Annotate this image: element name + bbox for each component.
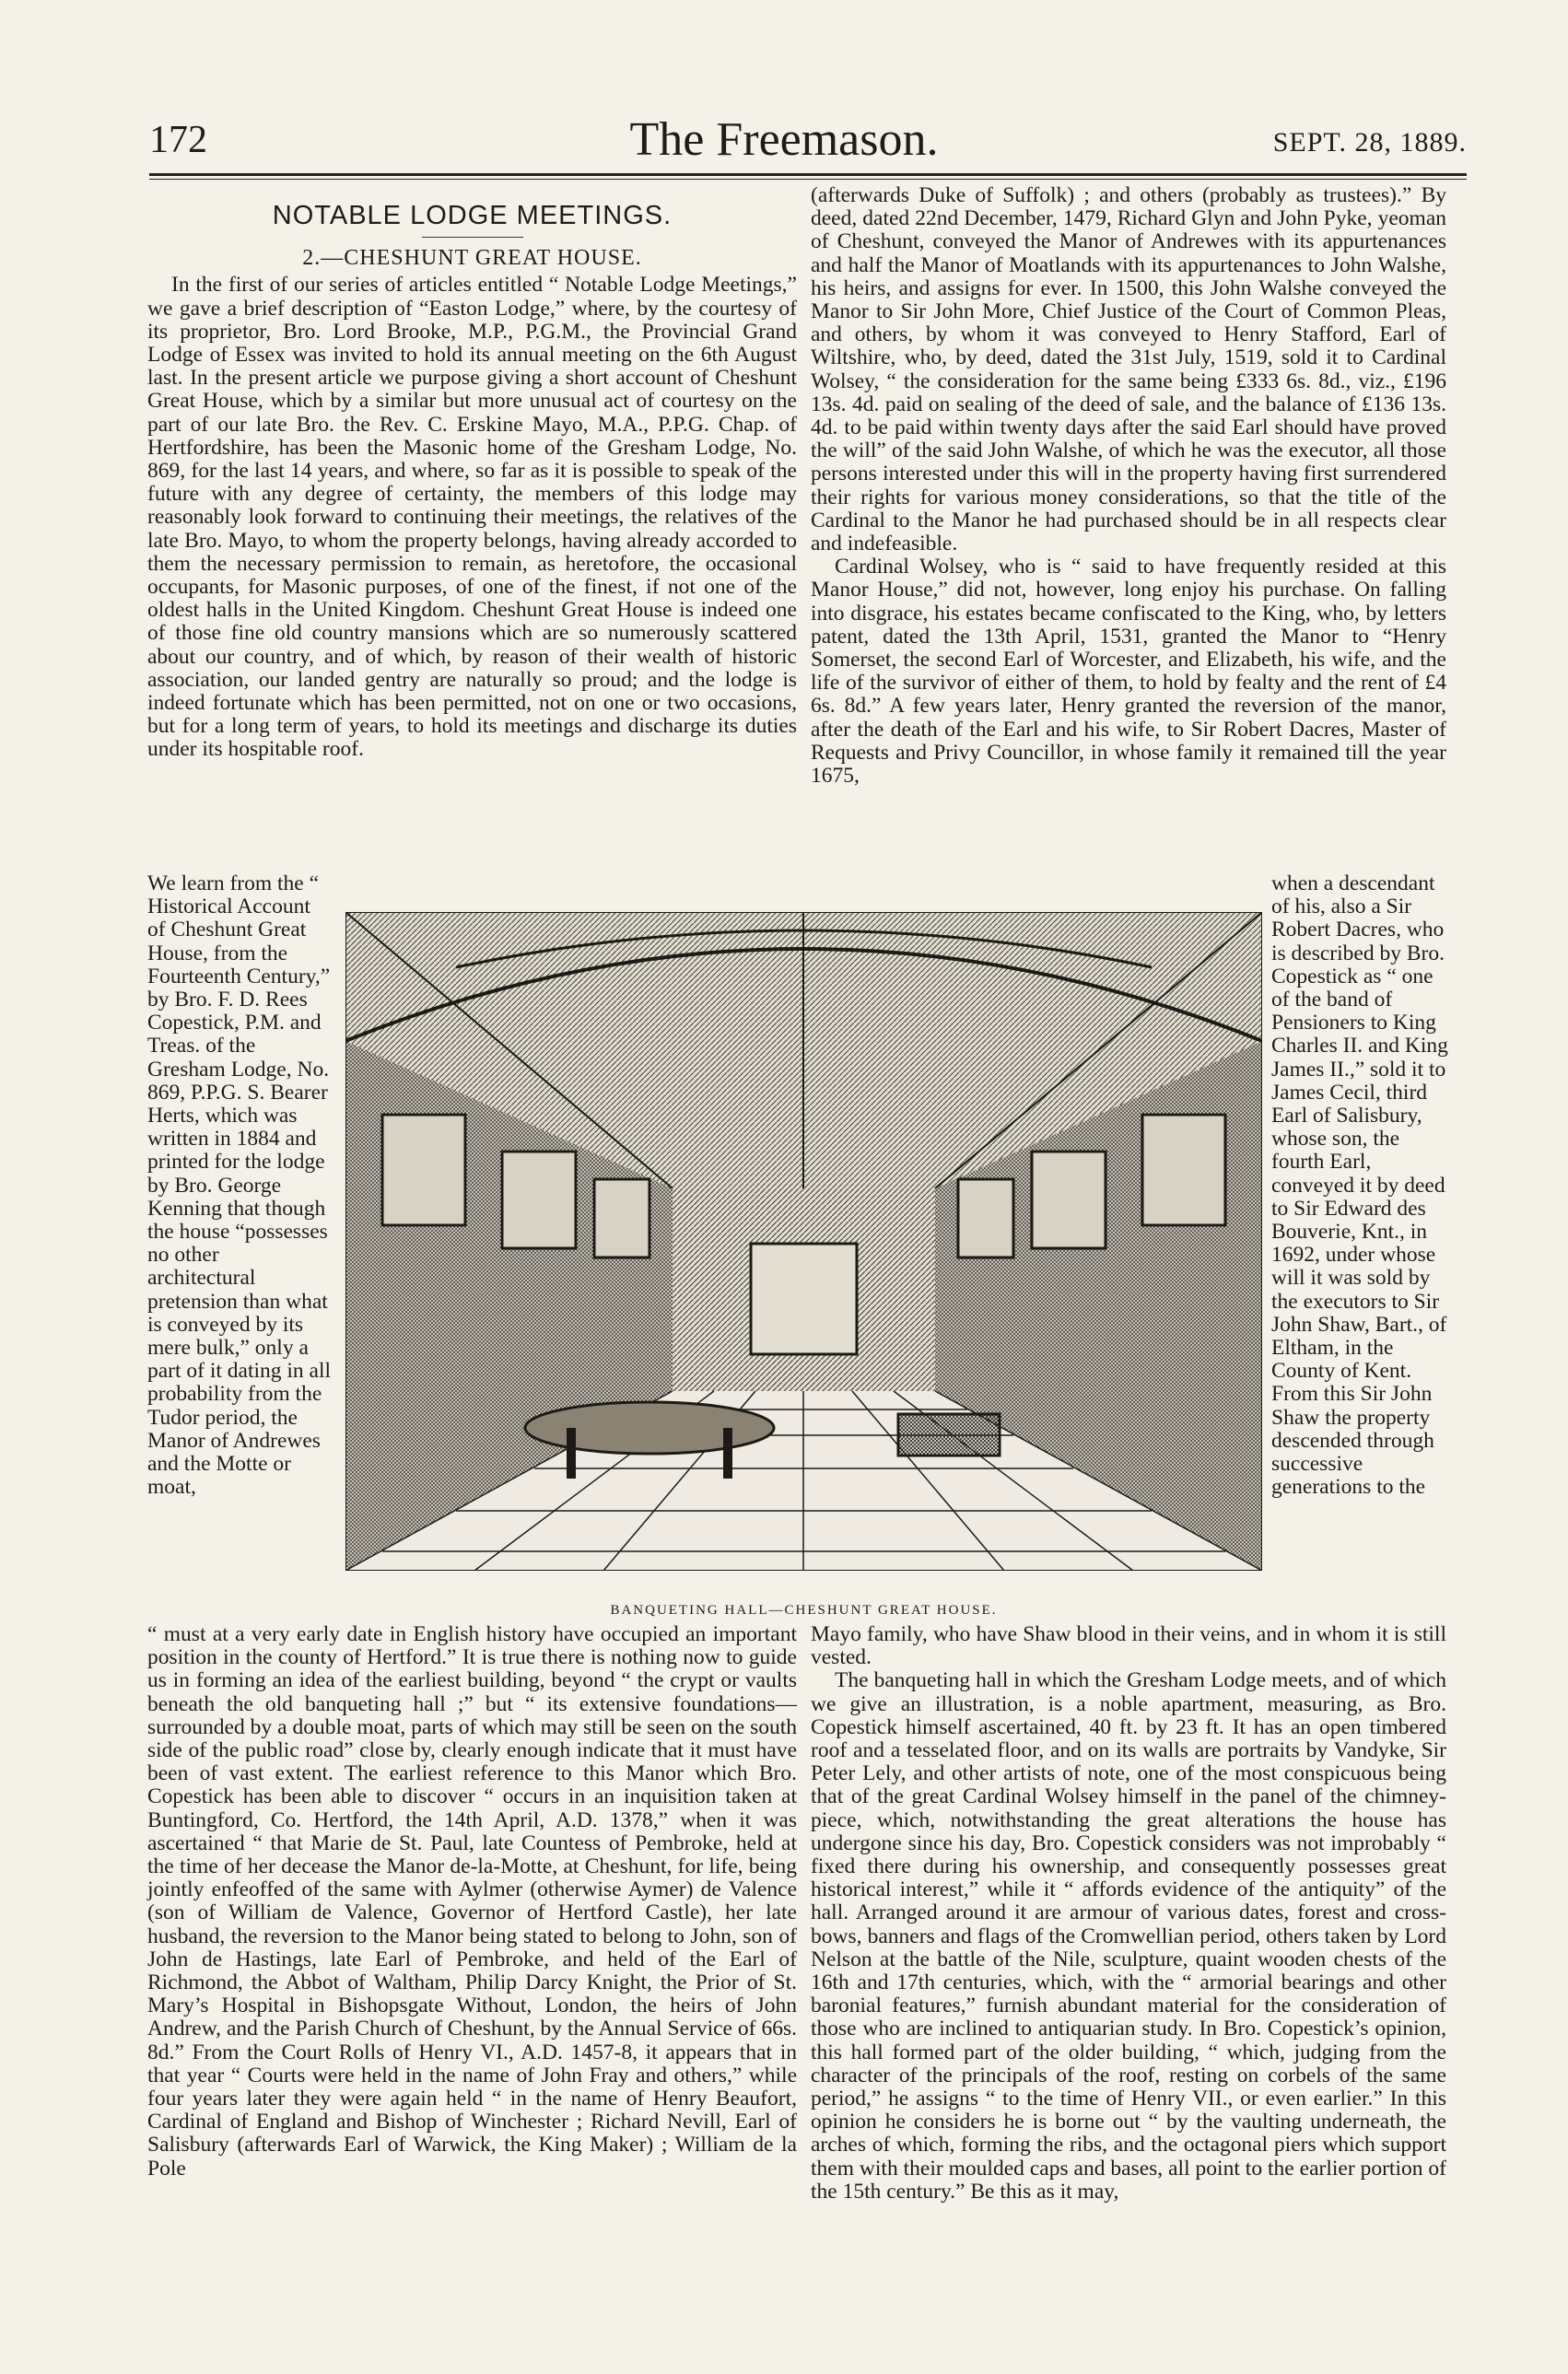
masthead: The Freemason.: [629, 113, 939, 166]
column-left-top: [147, 184, 797, 762]
paragraph: Mayo family, who have Shaw blood in their veins, and in whom it is still vested.: [811, 1622, 1446, 1670]
article-headline: NOTABLE LODGE MEETINGS.: [272, 201, 673, 230]
header-rule: [149, 173, 1467, 176]
illustration-caption: BANQUETING HALL—CHESHUNT GREAT HOUSE.: [610, 1603, 998, 1618]
paragraph: In the first of our series of articles entitled “ Notable Lodge Meetings,” we gave a brief description of “Easton Lodge,” where, by the courtesy of its proprietor, Bro. Lord Brooke, M.P., P.G.M., the Provincial Grand Lodge of Essex was invited to hold its annual meeting on the 6th August last. In the present article we purpose giving a short account of Cheshunt Great House, which by a similar but more unusual act of courtesy on the part of our late Bro. the Rev. C. Erskine Mayo, M.A., P.P.G. Chap. of Hertfordshire, has been the Masonic home of the Gresham Lodge, No. 869, for the last 14 years, and where, so far as it is possible to speak of the future with any degree of certainty, the members of this lodge may reasonably look forward to continuing their meetings, the relatives of the late Bro. Mayo, to whom the property belongs, having already accorded to them the necessary permission to remain, as heretofore, the occasional occupants, for Masonic purposes, of one of the finest, if not one of the oldest halls in the United Kingdom. Cheshunt Great House is indeed one of those fine old country mansions which are so numerously scattered about our country, and of which, by reason of their wealth of historic association, our landed gentry are naturally so proud; and the lodge is indeed fortunate which has been permitted, not on one or two occasions, but for a long term of years, to hold its meetings and discharge its duties under its hospitable roof.: [147, 273, 797, 762]
issue-date: SEPT. 28, 1889.: [1272, 127, 1467, 158]
paragraph: when a descendant of his, also a Sir Robert Dacres, who is described by Bro. Copestick as “ one of the band of Pensioners to King Charles II. and King James II.,” sold it to James Cecil, third Earl of Salisbury, whose son, the fourth Earl, conveyed it by deed to Sir Edward des Bouverie, Knt., in 1692, under whose will it was sold by the executors to Sir John Shaw, Bart., of Eltham, in the County of Kent. From this Sir John Shaw the property descended through successive generations to the: [1271, 871, 1448, 1500]
headline-divider: [422, 237, 523, 238]
column-right-bottom: [811, 1623, 1446, 2204]
header-rule-thin: [149, 179, 1467, 180]
paragraph: We learn from the “ Historical Account of Cheshunt Great House, from the Fourteenth Century,” by Bro. F. D. Rees Copestick, P.M. and Treas. of the Gresham Lodge, No. 869, P.P.G. S. Bearer Herts, which was written in 1884 and printed for the lodge by Bro. George Kenning that though the house “possesses no other architectural pretension than what is conveyed by its mere bulk,” only a part of it dating in all probability from the Tudor period, the Manor of Andrewes and the Motte or moat,: [147, 871, 332, 1500]
banqueting-hall-illustration: [345, 912, 1262, 1571]
column-right-wrap: [1271, 872, 1448, 1499]
engraving-drawing: [345, 912, 1262, 1571]
page-number: 172: [149, 119, 207, 161]
column-left-bottom: [147, 1623, 797, 2181]
column-left-wrap: [147, 872, 332, 1499]
article-subhead: 2.—CHESHUNT GREAT HOUSE.: [302, 246, 642, 271]
paragraph: (afterwards Duke of Suffolk) ; and others (probably as trustees).” By deed, dated 22nd December, 1479, Richard Glyn and John Pyke, yeoman of Cheshunt, conveyed the Manor of Andrewes with its appurtenances and half the Manor of Moatlands with its appurtenances to John Walshe, his heirs, and assigns for ever. In 1500, this John Walshe conveyed the Manor to Sir John More, Chief Justice of the Court of Common Pleas, and others, by whom it was conveyed to Henry Stafford, Earl of Wiltshire, who, by deed, dated the 31st July, 1519, sold it to Cardinal Wolsey, “ the consideration for the same being £333 6s. 8d., viz., £196 13s. 4d. paid on sealing of the deed of sale, and the balance of £136 13s. 4d. to be paid within twenty days after the said Earl should have proved the will” of the said John Walshe, of which he was the executor, all those persons interested under this will in the property having first surrendered their rights for various money considerations, so that the title of the Cardinal to the Manor he had purchased should be in all respects clear and indefeasible.: [811, 183, 1446, 556]
paragraph: Cardinal Wolsey, who is “ said to have frequently resided at this Manor House,” did not, however, long enjoy his purchase. On falling into disgrace, his estates became confiscated to the King, who, by letters patent, dated the 13th April, 1531, granted the Manor to “Henry Somerset, the second Earl of Worcester, and Elizabeth, his wife, and the life of the survivor of either of them, to hold by fealty and the rent of £4 6s. 8d.” A few years later, Henry granted the reversion of the manor, after the death of the Earl and his wife, to Sir Robert Dacres, Master of Requests and Privy Councillor, in whose family it remained till the year 1675,: [811, 555, 1446, 789]
column-right-top: [811, 184, 1446, 788]
page-header: [0, 0, 1568, 184]
paragraph: The banqueting hall in which the Gresham Lodge meets, and of which we give an illustration, is a noble apartment, measuring, as Bro. Copestick himself ascertained, 40 ft. by 23 ft. It has an open timbered roof and a tesselated floor, and on its walls are portraits by Vandyke, Sir Peter Lely, and other artists of note, one of the most conspicuous being that of the great Cardinal Wolsey himself in the panel of the chimney-piece, which, notwithstanding the great alterations the house has undergone since his day, Bro. Copestick considers was not improbably “ fixed there during his ownership, and consequently possesses great historical interest,” while it “ affords evidence of the antiquity” of the hall. Arranged around it are armour of various dates, forest and cross-bows, banners and flags of the Cromwellian period, others taken by Lord Nelson at the battle of the Nile, sculpture, quaint wooden chests of the 16th and 17th centuries, which, with the “ armorial bearings and other baronial features,” furnish abundant material for the consideration of those who are inclined to antiquarian study. In Bro. Copestick’s opinion, this hall formed part of the older building, “ which, judging from the character of the principals of the roof, resting on corbels of the same period,” he assigns “ to the time of Henry VII., or even earlier.” In this opinion he considers he is borne out “ by the vaulting underneath, the arches of which, forming the ribs, and the octagonal piers which support them with their moulded caps and bases, all point to the earlier portion of the 15th century.” Be this as it may,: [811, 1668, 1446, 2204]
paragraph: “ must at a very early date in English history have occupied an important position in the county of Hertford.” It is true there is nothing now to guide us in forming an idea of the earliest building, beyond “ the crypt or vaults beneath the old banqueting hall ;” but “ its extensive foundations—surrounded by a double moat, parts of which may still be seen on the south side of the public road” close by, clearly enough indicate that it must have been of vast extent. The earliest reference to this Manor which Bro. Copestick has been able to discover “ occurs in an inquisition taken at Buntingford, Co. Hertford, the 14th April, A.D. 1378,” when it was ascertained “ that Marie de St. Paul, late Countess of Pembroke, held at the time of her decease the Manor de-la-Motte, at Cheshunt, for life, being jointly enfeoffed of the same with Aylmer (otherwise Aymer) de Valence (son of William de Valence, Governor of Hertford Castle), her late husband, the reversion to the Manor being stated to belong to John, son of John de Hastings, late Earl of Pembroke, and held of the Earl of Richmond, the Abbot of Waltham, Philip Darcy Knight, the Prior of St. Mary’s Hospital in Bishopsgate Without, London, the heirs of John Andrew, and the Parish Church of Cheshunt, by the Annual Service of 66s. 8d.” From the Court Rolls of Henry VI., A.D. 1457-8, it appears that in that year “ Courts were held in the name of John Fray and others,” while four years later they were again held “ in the name of Henry Beaufort, Cardinal of England and Bishop of Winchester ; Richard Nevill, Earl of Salisbury (afterwards Earl of Warwick, the King Maker) ; William de la Pole: [147, 1622, 797, 2181]
